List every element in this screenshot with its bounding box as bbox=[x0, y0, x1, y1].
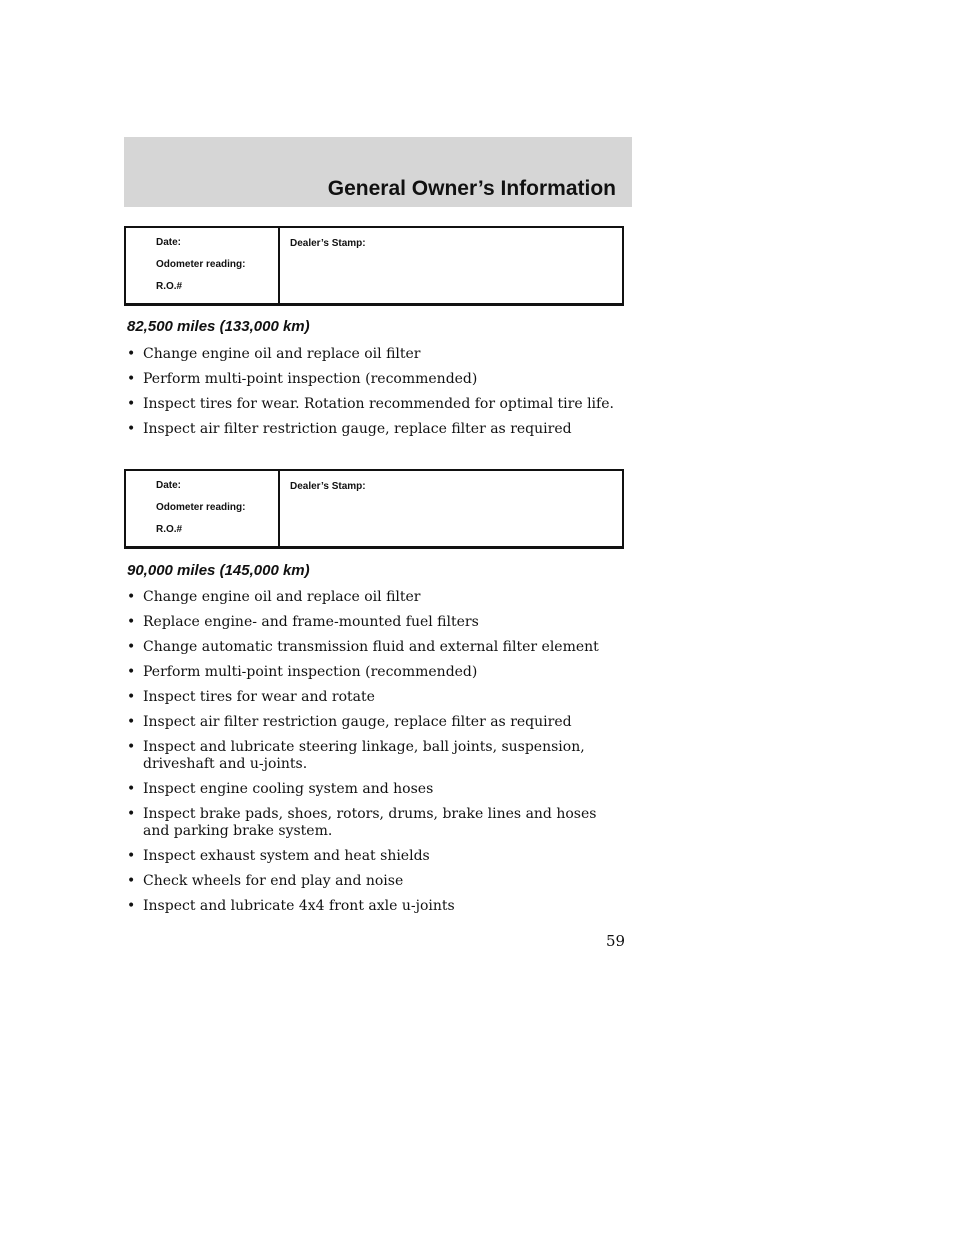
bullet-icon: • bbox=[127, 714, 136, 730]
list-item: • Replace engine- and frame-mounted fuel filters bbox=[127, 614, 479, 630]
page-header-title: General Owner’s Information bbox=[327, 177, 616, 200]
bullet-icon: • bbox=[127, 371, 136, 387]
bullet-icon: • bbox=[127, 781, 136, 797]
page-number: 59 bbox=[606, 932, 626, 950]
list-item: • Inspect exhaust system and heat shields bbox=[127, 848, 430, 864]
date-label: Date: bbox=[156, 480, 182, 491]
bullet-icon: • bbox=[127, 898, 136, 914]
bullet-icon: • bbox=[127, 848, 136, 864]
list-item: • Check wheels for end play and noise bbox=[127, 873, 404, 889]
list-item: • Inspect air filter restriction gauge, replace filter as required bbox=[127, 421, 572, 437]
list-item: • Perform multi-point inspection (recommended) bbox=[127, 664, 478, 680]
list-item: • Inspect tires for wear. Rotation recommended for optimal tire life. bbox=[127, 396, 614, 412]
list-item: • Inspect and lubricate steering linkage, ball joints, suspension, driveshaft and u-joints. bbox=[127, 739, 585, 772]
stamp-fields bbox=[126, 228, 280, 303]
checklist bbox=[127, 346, 627, 446]
odometer-label: Odometer reading: bbox=[156, 502, 246, 513]
bullet-icon: • bbox=[127, 346, 136, 362]
ro-label: R.O.# bbox=[156, 281, 183, 292]
header-band bbox=[124, 137, 632, 207]
bullet-icon: • bbox=[127, 806, 136, 822]
dealer-stamp-label: Dealer’s Stamp: bbox=[290, 481, 366, 492]
bullet-icon: • bbox=[127, 421, 136, 437]
list-item: • Inspect and lubricate 4x4 front axle u-joints bbox=[127, 898, 455, 914]
list-item: • Change engine oil and replace oil filter bbox=[127, 589, 421, 605]
bullet-icon: • bbox=[127, 639, 136, 655]
ro-label: R.O.# bbox=[156, 524, 183, 535]
service-stamp-box bbox=[124, 226, 624, 306]
section-heading: 90,000 miles (145,000 km) bbox=[127, 562, 310, 579]
date-label: Date: bbox=[156, 237, 182, 248]
dealer-stamp-label: Dealer’s Stamp: bbox=[290, 238, 366, 249]
stamp-fields bbox=[126, 471, 280, 546]
bullet-icon: • bbox=[127, 873, 136, 889]
bullet-icon: • bbox=[127, 614, 136, 630]
bullet-icon: • bbox=[127, 689, 136, 705]
list-item: • Change automatic transmission fluid and external filter element bbox=[127, 639, 599, 655]
list-item: • Inspect engine cooling system and hoses bbox=[127, 781, 434, 797]
list-item: • Inspect brake pads, shoes, rotors, drums, brake lines and hoses and parking brake system. bbox=[127, 806, 597, 839]
list-item: • Inspect air filter restriction gauge, replace filter as required bbox=[127, 714, 572, 730]
list-item: • Perform multi-point inspection (recommended) bbox=[127, 371, 478, 387]
list-item: • Change engine oil and replace oil filter bbox=[127, 346, 421, 362]
bullet-icon: • bbox=[127, 396, 136, 412]
bullet-icon: • bbox=[127, 589, 136, 605]
bullet-icon: • bbox=[127, 664, 136, 680]
service-stamp-box bbox=[124, 469, 624, 549]
checklist bbox=[127, 589, 627, 923]
odometer-label: Odometer reading: bbox=[156, 259, 246, 270]
list-item: • Inspect tires for wear and rotate bbox=[127, 689, 375, 705]
bullet-icon: • bbox=[127, 739, 136, 755]
section-heading: 82,500 miles (133,000 km) bbox=[127, 318, 310, 335]
